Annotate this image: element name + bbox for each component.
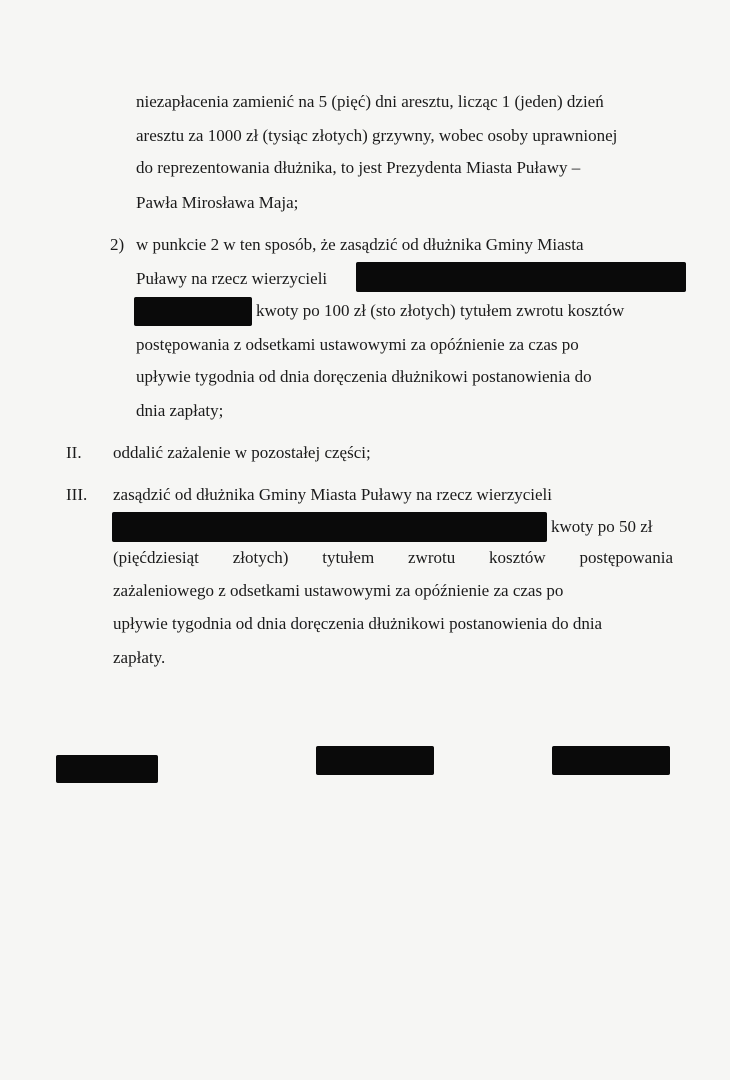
signature-redaction [316, 746, 434, 775]
item2-line-2: Puławy na rzecz wierzycieli [136, 269, 328, 288]
signature-redaction [56, 755, 158, 783]
item1-line-1: niezapłacenia zamienić na 5 (pięć) dni aresztu, licząc 1 (jeden) dzień [136, 92, 604, 111]
redaction-block [112, 512, 547, 542]
section-3-line-1: zasądzić od dłużnika Gminy Miasta Puławy na rzecz wierzycieli [113, 485, 552, 504]
section-3-line-3 [113, 548, 673, 568]
item2-line-4: postępowania z odsetkami ustawowymi za opóźnienie za czas po [136, 335, 579, 354]
item2-line-5: upływie tygodnia od dnia doręczenia dłużnikowi postanowienia do [136, 367, 592, 386]
section-2-text: oddalić zażalenie w pozostałej części; [113, 443, 371, 462]
signature-redaction [552, 746, 670, 775]
item2-line-1: w punkcie 2 w ten sposób, że zasądzić od dłużnika Gminy Miasta [136, 235, 584, 254]
section-3-numeral: III. [66, 485, 88, 504]
redaction-block [134, 297, 252, 326]
item1-line-4: Pawła Mirosława Maja; [136, 193, 299, 212]
item2-number: 2) [110, 235, 125, 254]
section-2-numeral: II. [66, 443, 82, 462]
section-3-line-3-text: (pięćdziesiąt złotych) tytułem zwrotu kosztów postępowania [113, 548, 673, 567]
item2-line-3: kwoty po 100 zł (sto złotych) tytułem zwrotu kosztów [256, 301, 625, 320]
section-3-line-2: kwoty po 50 zł [551, 517, 653, 536]
item1-line-2: aresztu za 1000 zł (tysiąc złotych) grzywny, wobec osoby uprawnionej [136, 126, 618, 145]
redaction-block [356, 262, 686, 292]
item2-line-6: dnia zapłaty; [136, 401, 224, 420]
section-3-line-4: zażaleniowego z odsetkami ustawowymi za opóźnienie za czas po [113, 581, 564, 600]
section-3-line-5: upływie tygodnia od dnia doręczenia dłużnikowi postanowienia do dnia [113, 614, 603, 633]
item1-line-3: do reprezentowania dłużnika, to jest Prezydenta Miasta Puławy – [136, 158, 581, 177]
section-3-line-6: zapłaty. [113, 648, 166, 667]
